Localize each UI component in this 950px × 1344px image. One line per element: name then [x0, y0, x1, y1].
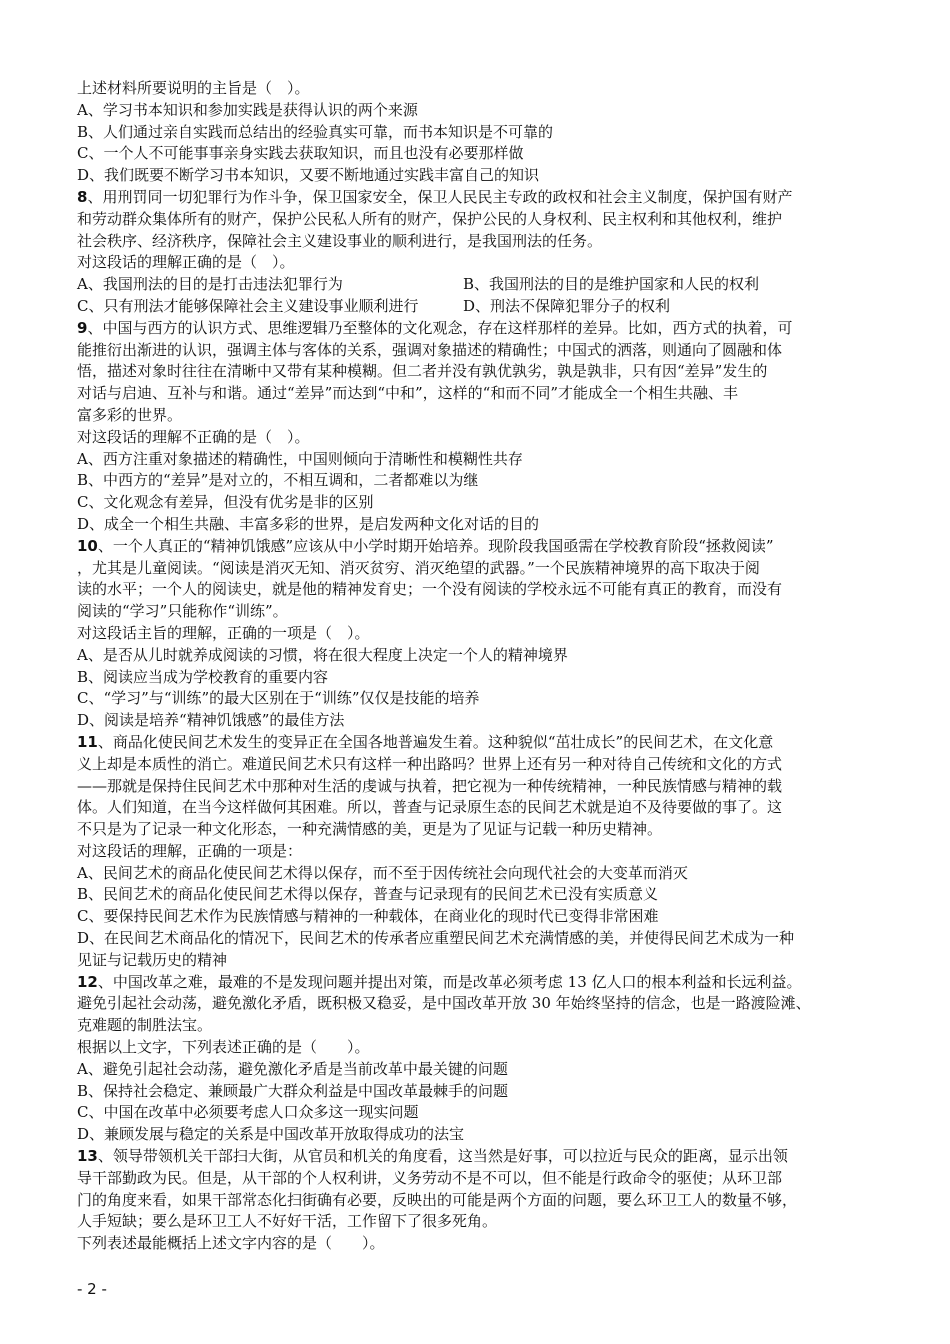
question-number: 12: [77, 972, 98, 991]
passage-line: 克难题的制胜法宝。: [77, 1016, 213, 1035]
option-a: A、民间艺术的商品化使民间艺术得以保存，而不至于因传统社会向现代社会的大变革而消灭: [77, 863, 688, 882]
question-8-passage-line: 8、用刑罚同一切犯罪行为作斗争，保卫国家安全，保卫人民民主专政的政权和社会主义制度，保护国有财产: [77, 187, 793, 206]
question-number: 11: [77, 732, 98, 751]
question-11-passage-line: 11、商品化使民间艺术发生的变异正在全国各地普遍发生着。这种貌似“茁壮成长”的民间艺术，在文化意: [77, 732, 774, 751]
passage-line: ——那就是保持住民间艺术中那种对生活的虔诚与执着，把它视为一种传统精神，一种民族情感与精神的载: [77, 776, 783, 795]
question-stem: 下列表述最能概括上述文字内容的是（ ）。: [77, 1234, 385, 1253]
option-row: [77, 274, 877, 296]
passage-line: 阅读的“学习”只能称作“训练”。: [77, 602, 288, 621]
passage-line: 读的水平；一个人的阅读史，就是他的精神发育史；一个没有阅读的学校永远不可能有真正的教育，而没有: [77, 580, 783, 599]
option-c: C、一个人不可能事事亲身实践去获取知识，而且也没有必要那样做: [77, 144, 524, 163]
passage-line: 能推衍出渐进的认识，强调主体与客体的关系，强调对象描述的精确性；中国式的洒落，则通向了圆融和体: [77, 340, 783, 359]
option-d: D、成全一个相生共融、丰富多彩的世界，是启发两种文化对话的目的: [77, 514, 540, 533]
question-number: 9: [77, 318, 88, 337]
passage-line: 门的角度来看，如果干部常态化扫街确有必要，反映出的可能是两个方面的问题，要么环卫工人的数量不够，: [77, 1190, 798, 1209]
passage-line: 悟，描述对象时往往在清晰中又带有某种模糊。但二者并没有孰优孰劣，孰是孰非，只有因“差异”发生的: [77, 362, 768, 381]
page-number: - 2 -: [77, 1280, 107, 1298]
option-b: B、中西方的“差异”是对立的，不相互调和，二者都难以为继: [77, 471, 479, 490]
question-number: 10: [77, 536, 98, 555]
option-d: D、我们既要不断学习书本知识，又要不断地通过实践丰富自己的知识: [77, 166, 540, 185]
option-row: [77, 296, 877, 318]
option-c: C、只有刑法才能够保障社会主义建设事业顺利进行: [77, 296, 419, 315]
passage-line: 义上却是本质性的消亡。难道民间艺术只有这样一种出路吗？世界上还有另一种对待自己传统和文化的方式: [77, 754, 783, 773]
option-d: D、在民间艺术商品化的情况下，民间艺术的传承者应重塑民间艺术充满情感的美，并使得民间艺术成为一种: [77, 929, 795, 948]
question-9-passage-line: 9、中国与西方的认识方式、思维逻辑乃至整体的文化观念，存在这样那样的差异。比如，西方式的执着，可: [77, 318, 793, 337]
option-a: A、我国刑法的目的是打击违法犯罪行为: [77, 275, 343, 294]
option-c: C、文化观念有差异，但没有优劣是非的区别: [77, 493, 374, 512]
question-stem: 对这段话主旨的理解，正确的一项是（ ）。: [77, 623, 370, 642]
question-stem: 根据以上文字，下列表述正确的是（ ）。: [77, 1038, 370, 1057]
question-13-passage-line: 13、领导带领机关干部扫大街，从官员和机关的角度看，这当然是好事，可以拉近与民众的距离，显示出领: [77, 1147, 788, 1166]
question-10-passage-line: 10、一个人真正的“精神饥饿感”应该从中小学时期开始培养。现阶段我国亟需在学校教育阶段“拯救阅读”: [77, 536, 774, 555]
option-b: B、保持社会稳定、兼顾最广大群众利益是中国改革最棘手的问题: [77, 1081, 509, 1100]
question-stem: 对这段话的理解不正确的是（ ）。: [77, 427, 310, 446]
passage-line: ，尤其是儿童阅读。“阅读是消灭无知、消灭贫穷、消灭绝望的武器。”一个民族精神境界的高下取决于阅: [77, 558, 760, 577]
option-b: B、民间艺术的商品化使民间艺术得以保存，普查与记录现有的民间艺术已没有实质意义: [77, 885, 659, 904]
document-page: [77, 78, 877, 1255]
passage-line: 社会秩序、经济秩序，保障社会主义建设事业的顺利进行，是我国刑法的任务。: [77, 231, 603, 250]
question-stem: 对这段话的理解正确的是（ ）。: [77, 253, 295, 272]
option-d: D、阅读是培养“精神饥饿感”的最佳方法: [77, 711, 345, 730]
passage-line: 体。人们知道，在当今这样做何其困难。所以，普查与记录原生态的民间艺术就是迫不及待要做的事了。这: [77, 798, 783, 817]
passage-line: 和劳动群众集体所有的财产，保护公民私人所有的财产，保护公民的人身权利、民主权利和其他权利，维护: [77, 209, 783, 228]
passage-line: 避免引起社会动荡，避免激化矛盾，既积极又稳妥，是中国改革开放 30 年始终坚持的信念，也是一路渡险滩、: [77, 994, 811, 1013]
option-d-continued: 见证与记载历史的精神: [77, 950, 228, 969]
option-a: A、是否从儿时就养成阅读的习惯，将在很大程度上决定一个人的精神境界: [77, 645, 568, 664]
option-a: A、西方注重对象描述的精确性，中国则倾向于清晰性和模糊性共存: [77, 449, 523, 468]
question-stem: 对这段话的理解，正确的一项是：: [77, 841, 303, 860]
option-c: C、中国在改革中必须要考虑人口众多这一现实问题: [77, 1103, 419, 1122]
passage-line: 对话与启迪、互补与和谐。通过“差异”而达到“中和”，这样的“和而不同”才能成全一个相生共融、丰: [77, 384, 739, 403]
question-stem: 上述材料所要说明的主旨是（ ）。: [77, 79, 310, 97]
passage-line: 富多彩的世界。: [77, 405, 183, 424]
option-b: B、人们通过亲自实践而总结出的经验真实可靠，而书本知识是不可靠的: [77, 122, 554, 141]
question-number: 13: [77, 1147, 98, 1166]
option-b: B、阅读应当成为学校教育的重要内容: [77, 667, 329, 686]
option-a: A、学习书本知识和参加实践是获得认识的两个来源: [77, 100, 418, 119]
option-c: C、要保持民间艺术作为民族情感与精神的一种载体，在商业化的现时代已变得非常困难: [77, 907, 659, 926]
passage-line: 导干部勤政为民。但是，从干部的个人权利讲，义务劳动不是不可以，但不能是行政命令的驱使；从环卫部: [77, 1168, 783, 1187]
option-a: A、避免引起社会动荡，避免激化矛盾是当前改革中最关键的问题: [77, 1059, 508, 1078]
passage-line: 不只是为了记录一种文化形态，一种充满情感的美，更是为了见证与记载一种历史精神。: [77, 820, 663, 839]
option-d: D、刑法不保障犯罪分子的权利: [463, 296, 671, 315]
passage-line: 人手短缺；要么是环卫工人不好好干活，工作留下了很多死角。: [77, 1212, 498, 1231]
option-c: C、“学习”与“训练”的最大区别在于“训练”仅仅是技能的培养: [77, 689, 480, 708]
question-number: 8: [77, 187, 88, 206]
question-12-passage-line: 12、中国改革之难，最难的不是发现问题并提出对策，而是改革必须考虑 13 亿人口的根本利益和长远利益。: [77, 972, 802, 991]
option-b: B、我国刑法的目的是维护国家和人民的权利: [463, 275, 760, 294]
option-d: D、兼顾发展与稳定的关系是中国改革开放取得成功的法宝: [77, 1125, 465, 1144]
